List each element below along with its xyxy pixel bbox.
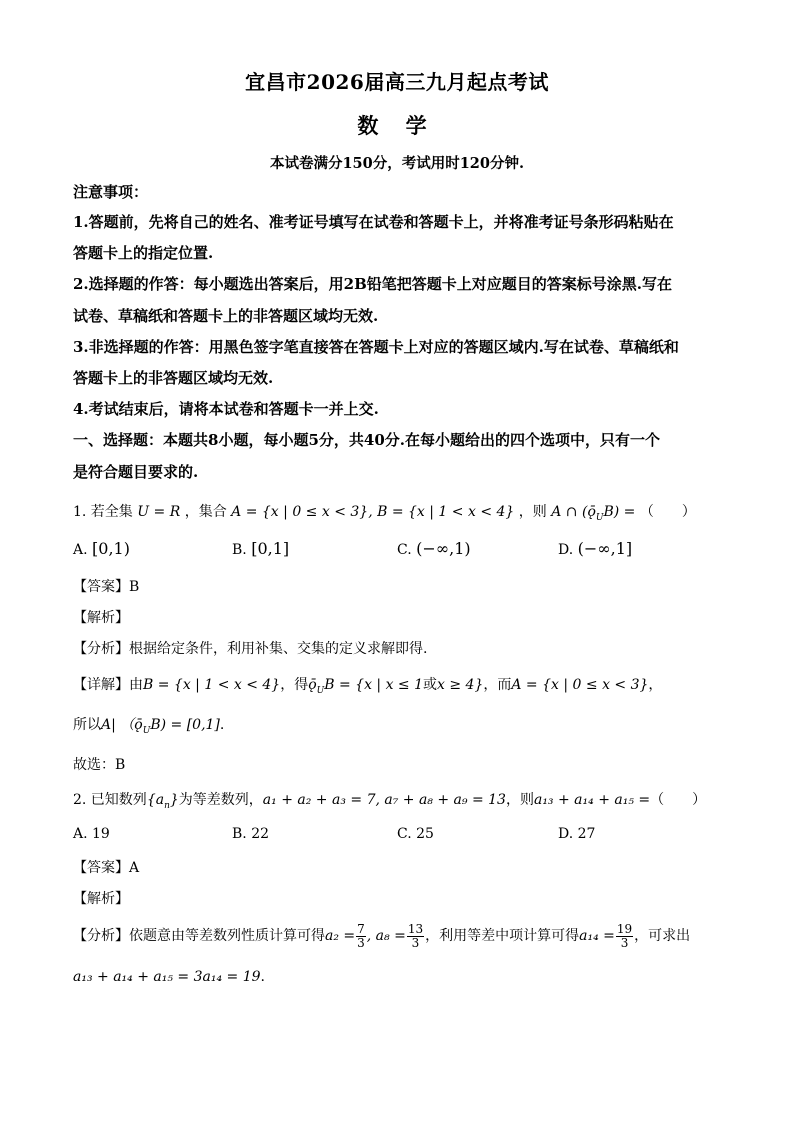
q1-expr-sub: U xyxy=(595,512,604,523)
q1-analysis-tag: 【解析】 xyxy=(73,610,129,626)
q2-option-d: D. 27 xyxy=(558,826,596,842)
note-2-line-1: 2.选择题的作答：每小题选出答案后，用2B铅笔把答题卡上对应题目的答案标号涂黑.写在 xyxy=(73,275,673,293)
question-1 xyxy=(73,501,723,529)
section-1-line-1: 一、选择题：本题共8小题，每小题5分，共40分.在每小题给出的四个选项中，只有一个 xyxy=(73,431,660,449)
q1-mid: ，集合 xyxy=(184,504,227,520)
q1-sets: A = {x | 0 ≤ x < 3}, B = {x | 1 < x < 4} xyxy=(231,504,515,520)
note-1-line-2: 答题卡上的指定位置. xyxy=(73,244,214,262)
q2-option-a: A. 19 xyxy=(73,826,110,842)
q1-option-b: B. [0,1] xyxy=(232,539,290,558)
q1-paren: （ ） xyxy=(639,504,696,520)
q2-option-b: B. 22 xyxy=(232,826,270,842)
note-1-line-1: 1.答题前，先将自己的姓名、准考证号填写在试卷和答题卡上，并将准考证号条形码粘贴在 xyxy=(73,213,674,231)
q1-universe: U = R xyxy=(137,504,181,520)
fraction-13-3: $\frac{13}{3}$ xyxy=(407,921,424,950)
q1-option-d: D. (−∞,1] xyxy=(558,539,633,558)
note-3-line-1: 3.非选择题的作答：用黑色签字笔直接答在答题卡上对应的答题区域内.写在试卷、草稿纸和 xyxy=(73,338,679,356)
section-1-line-2: 是符合题目要求的. xyxy=(73,463,199,481)
q1-choose: 故选：B xyxy=(73,757,126,773)
notes-heading: 注意事项： xyxy=(73,183,149,201)
q2-result: a₁₃ + a₁₄ + a₁₅ = 3a₁₄ = 19. xyxy=(73,969,265,985)
q1-conclusion: 所以A| $(ǭ_UB) = [0,1]$. xyxy=(73,717,225,736)
note-2-line-2: 试卷、草稿纸和答题卡上的非答题区域均无效. xyxy=(73,307,379,325)
note-3-line-2: 答题卡上的非答题区域均无效. xyxy=(73,369,274,387)
q2-answer: 【答案】A xyxy=(73,860,140,876)
question-2: 2. 已知数列$\{a_n\}$为等差数列，a₁ + a₂ + a₃ = 7, a₇ + a₈ + a₉ = 13，则a₁₃ + a₁₄ + a₁₅ =（ ） xyxy=(73,792,707,811)
q1-answer: 【答案】B xyxy=(73,579,140,595)
subject-title: 数 学 xyxy=(357,113,437,138)
q2-fenxi: 【分析】依题意由等差数列性质计算可得a₂ = $\frac{7}{3}$ , a₈ = $\frac{13}{3}$ ，利用等差中项计算可得a₁₄ = $\frac{19}{3}$ ，可求出 xyxy=(73,921,691,950)
q1-expr-end: B) = xyxy=(603,504,636,520)
exam-info: 本试卷满分150分，考试用时120分钟. xyxy=(269,155,525,172)
exam-title: 宜昌市2026届高三九月起点考试 xyxy=(245,70,549,94)
q1-fenxi: 【分析】根据给定条件，利用补集、交集的定义求解即得. xyxy=(73,641,428,657)
note-4: 4.考试结束后，请将本试卷和答题卡一并上交. xyxy=(73,400,379,418)
q1-detail: 【详解】由B = {x | 1 < x < 4}，得$ǭ_UB = \{x$ | x ≤ 1或x ≥ 4}，而A = {x | 0 ≤ x < 3}， xyxy=(73,677,663,696)
q1-option-a: A. [0,1) xyxy=(73,539,130,558)
q1-prefix: 1. 若全集 xyxy=(73,504,133,520)
fraction-19-3: $\frac{19}{3}$ xyxy=(616,921,633,950)
q2-option-c: C. 25 xyxy=(397,826,434,842)
q1-option-c: C. (−∞,1) xyxy=(397,539,471,558)
fraction-7-3: $\frac{7}{3}$ xyxy=(357,921,365,950)
q2-analysis-tag: 【解析】 xyxy=(73,891,129,907)
q1-expr: A ∩ (ǭ xyxy=(551,504,596,520)
q1-then: ，则 xyxy=(518,504,547,520)
